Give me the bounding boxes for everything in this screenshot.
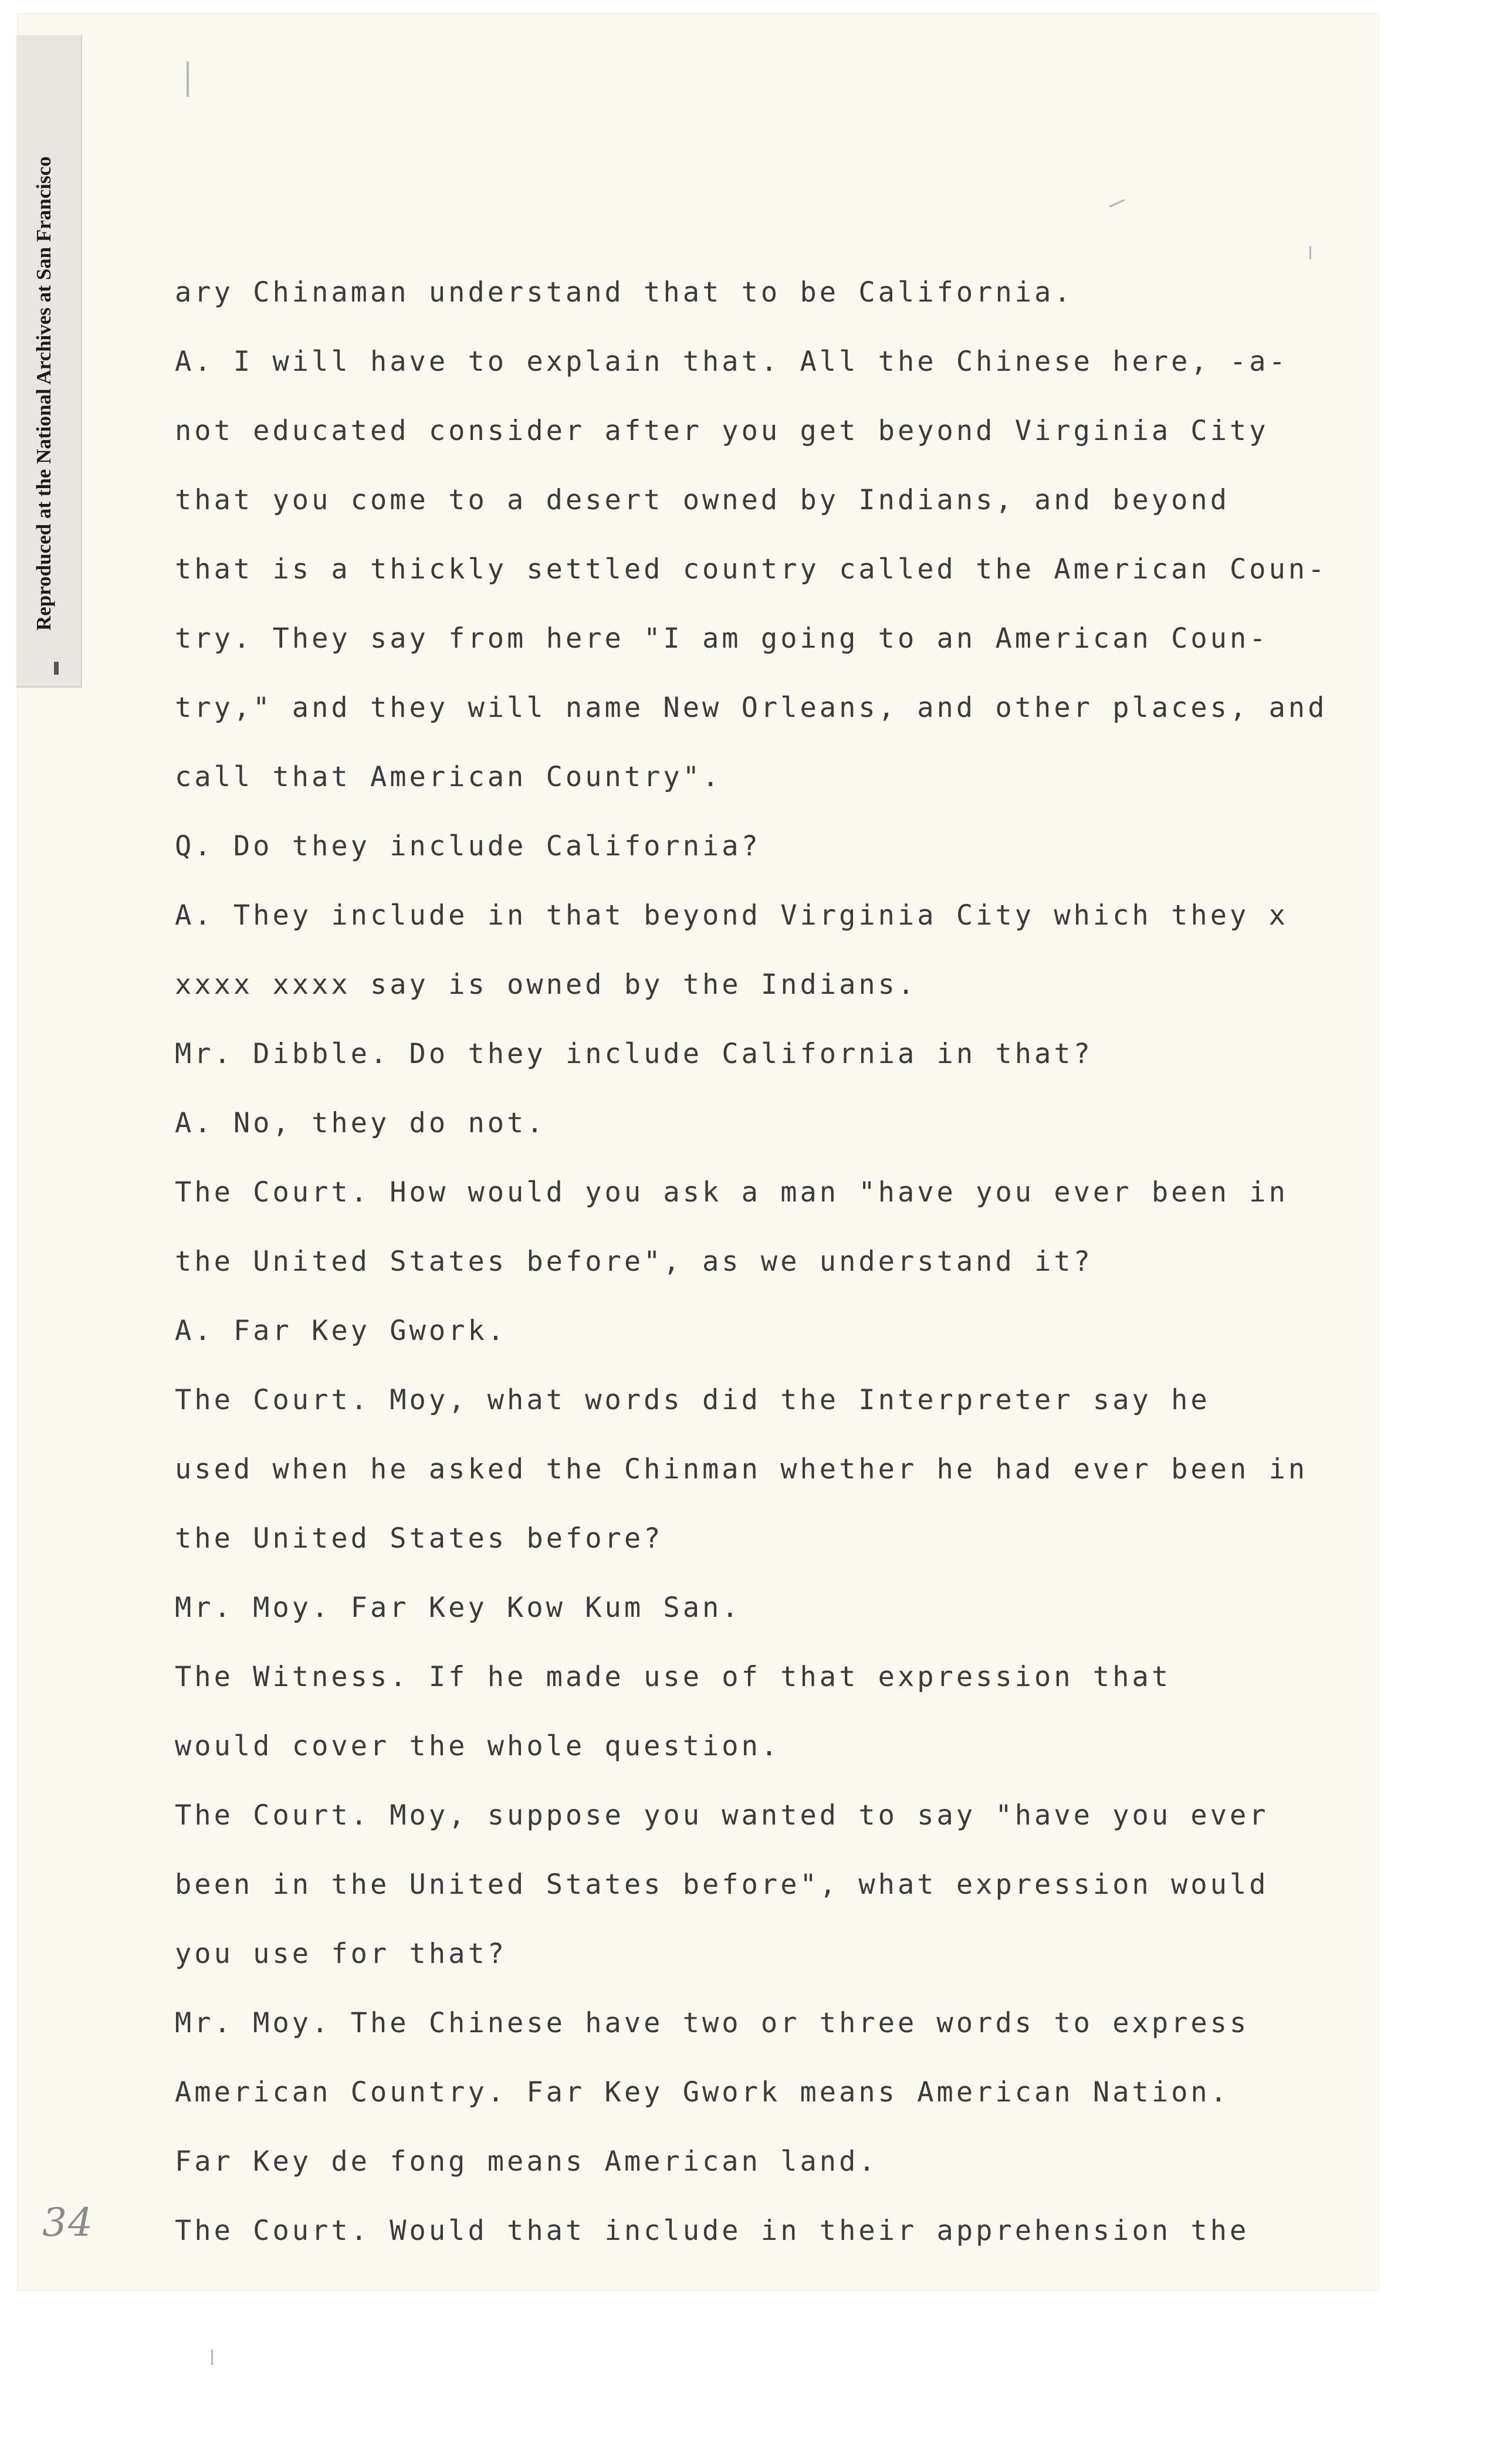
transcript-line: Mr. Dibble. Do they include California in that? xyxy=(175,1038,1093,1070)
transcript-line: try," and they will name New Orleans, and other places, and xyxy=(175,692,1328,724)
stray-mark xyxy=(187,62,189,97)
transcript-line: American Country. Far Key Gwork means American Nation. xyxy=(175,2076,1230,2108)
transcript-line: The Court. Moy, suppose you wanted to say "have you ever xyxy=(175,1799,1269,1832)
transcript-line: A. They include in that beyond Virginia City which they x xyxy=(175,899,1288,932)
stray-mark xyxy=(211,2350,213,2365)
transcript-line: Mr. Moy. The Chinese have two or three words to express xyxy=(175,2007,1250,2039)
transcript-line: The Witness. If he made use of that expression that xyxy=(175,1661,1172,1693)
archive-stamp-tab xyxy=(54,662,59,675)
transcript-line: not educated consider after you get beyond Virginia City xyxy=(175,415,1269,447)
transcript-line: try. They say from here "I am going to an American Coun- xyxy=(175,622,1269,655)
transcript-line: the United States before? xyxy=(175,1522,664,1555)
transcript-line: been in the United States before", what expression would xyxy=(175,1869,1269,1901)
transcript-line: A. No, they do not. xyxy=(175,1107,546,1139)
transcript-line: call that American Country". xyxy=(175,761,722,793)
transcript-line: Mr. Moy. Far Key Kow Kum San. xyxy=(175,1592,742,1624)
transcript-line: A. I will have to explain that. All the Chinese here, -a- xyxy=(175,346,1288,378)
stray-mark xyxy=(1309,246,1311,259)
transcript-line: the United States before", as we understand it? xyxy=(175,1245,1093,1278)
transcript-body xyxy=(175,258,1372,2266)
transcript-line: you use for that? xyxy=(175,1938,507,1970)
transcript-line: used when he asked the Chinman whether he had ever been in xyxy=(175,1453,1308,1485)
archive-stamp-text: Reproduced at the National Archives at San Francisco xyxy=(32,156,55,631)
handwritten-page-number: 34 xyxy=(42,2200,94,2245)
transcript-line: The Court. Would that include in their apprehension the xyxy=(175,2215,1250,2247)
transcript-line: The Court. How would you ask a man "have you ever been in xyxy=(175,1176,1288,1209)
transcript-line: would cover the whole question. xyxy=(175,1730,781,1762)
transcript-line: Q. Do they include California? xyxy=(175,830,761,862)
transcript-line: A. Far Key Gwork. xyxy=(175,1315,507,1347)
transcript-line: that is a thickly settled country called the American Coun- xyxy=(175,553,1328,585)
transcript-line: The Court. Moy, what words did the Interpreter say he xyxy=(175,1384,1210,1416)
transcript-line: Far Key de fong means American land. xyxy=(175,2145,878,2178)
transcript-line: that you come to a desert owned by Indians, and beyond xyxy=(175,484,1230,516)
transcript-line: xxxx xxxx say is owned by the Indians. xyxy=(175,969,918,1001)
transcript-line: ary Chinaman understand that to be California. xyxy=(175,276,1074,309)
